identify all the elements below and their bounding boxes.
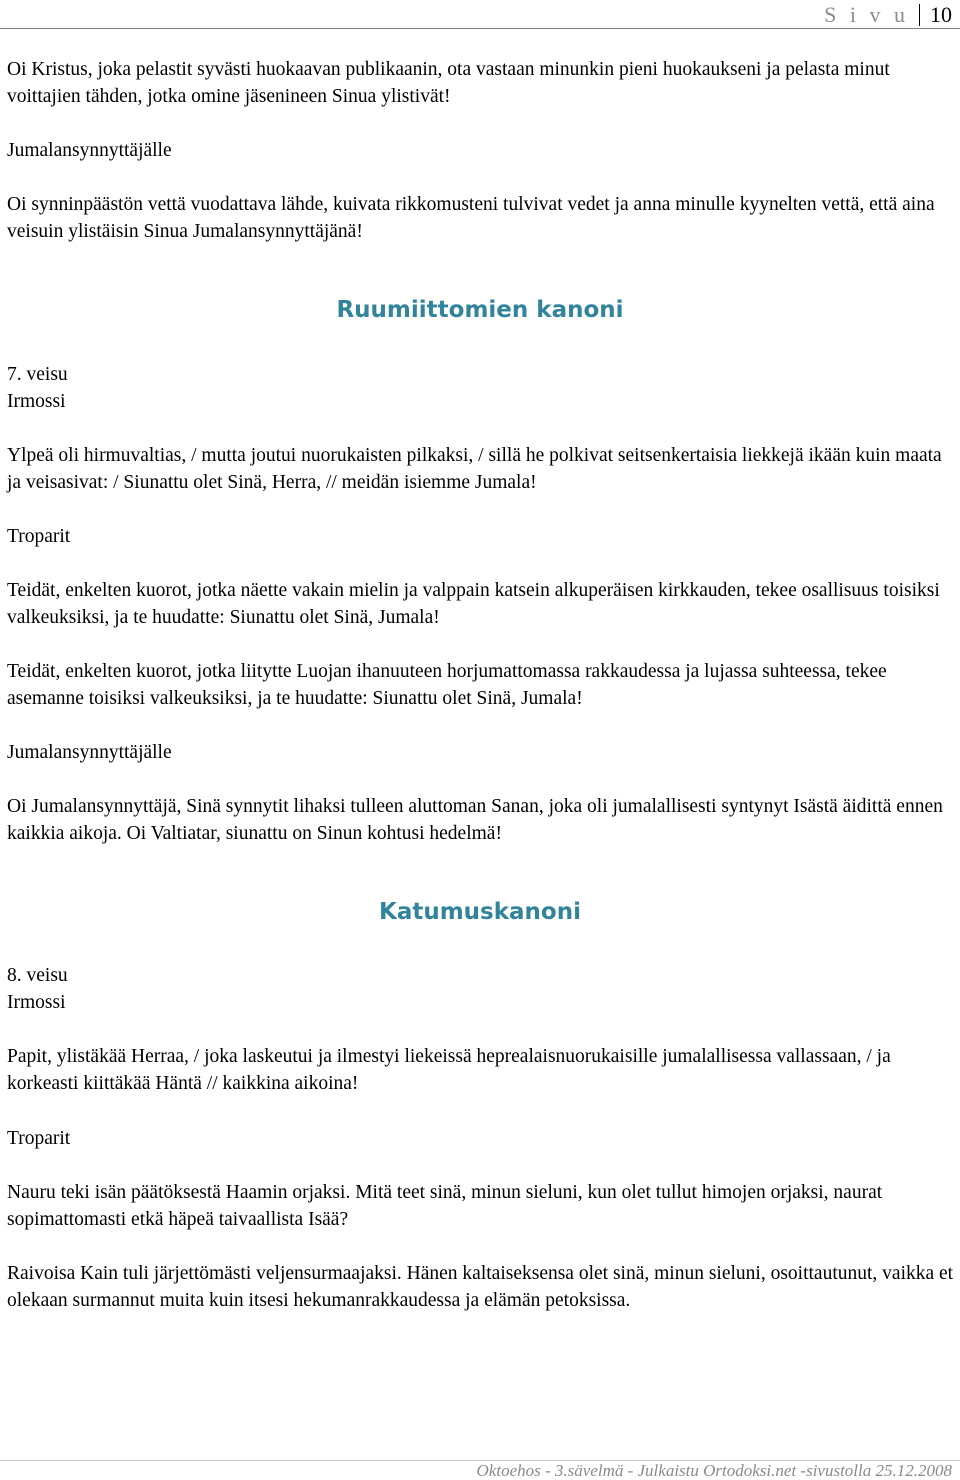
header-rule — [0, 28, 960, 29]
footer-text: Oktoehos - 3.sävelmä - Julkaistu Ortodoksi.net -sivustolla 25.12.2008 — [476, 1461, 952, 1480]
paragraph-p5: Teidät, enkelten kuorot, jotka liitytte Luojan ihanuuteen horjumattomassa rakkaudessa ja lujassa suhteessa, tekee asemanne toisiksi valkeuksiksi, ja te huudatte: Siunattu olet Sinä, Jumala! — [7, 661, 887, 709]
paragraph-p6: Oi Jumalansynnyttäjä, Sinä synnytit lihaksi tulleen aluttoman Sanan, joka oli jumalallisesti syntynyt Isästä äidittä ennen kaikkia aikoja. Oi Valtiatar, siunattu on Sinun kohtusi hedelmä! — [7, 796, 943, 844]
canon-heading-katumus: Katumuskanoni — [379, 899, 581, 925]
irmossi-label-1: Irmossi — [7, 391, 66, 412]
section-label-jumalansynnyttajalle-1: Jumalansynnyttäjälle — [7, 140, 172, 161]
irmossi-label-2: Irmossi — [7, 992, 66, 1013]
paragraph-p7: Papit, ylistäkää Herraa, / joka laskeutui ja ilmestyi liekeissä heprealaisnuorukaisille jumalallisessa vallassaan, / ja korkeasti kiittäkää Häntä // kaikkina aikoina! — [7, 1046, 891, 1094]
paragraph-p9: Raivoisa Kain tuli järjettömästi veljensurmaajaksi. Hänen kaltaiseksensa olet sinä, minun sieluni, osoittautunut, vaikka et olekaan surmannut muita kuin itsesi hekumanrakkaudessa ja elämän petoksissa. — [7, 1263, 954, 1311]
paragraph-p1: Oi Kristus, joka pelastit syvästi huokaavan publikaanin, ota vastaan minunkin pieni huokaukseni ja pelasta minut voittajien tähden, jotka omine jäsenineen Sinua ylistivät! — [7, 59, 890, 107]
troparit-label-1: Troparit — [7, 526, 71, 547]
page-number: 10 — [919, 4, 952, 26]
verse-number-7: 7. veisu — [7, 364, 68, 385]
canon-heading-ruumiittomien: Ruumiittomien kanoni — [336, 297, 624, 323]
paragraph-p3: Ylpeä oli hirmuvaltias, / mutta joutui nuorukaisten pilkaksi, / sillä he polkivat seitsenkertaisia liekkejä ikään kuin maata ja veisasivat: / Siunattu olet Sinä, Herra, // meidän isiemme Jumala! — [7, 445, 942, 493]
verse-number-8: 8. veisu — [7, 965, 68, 986]
page-label: S i v u — [824, 2, 909, 27]
paragraph-p8: Nauru teki isän päätöksestä Haamin orjaksi. Mitä teet sinä, minun sieluni, kun olet tullut himojen orjaksi, naurat sopimattomasti etkä häpeä taivaallista Isää? — [7, 1182, 883, 1230]
troparit-label-2: Troparit — [7, 1128, 71, 1149]
section-label-jumalansynnyttajalle-2: Jumalansynnyttäjälle — [7, 742, 172, 763]
paragraph-p4: Teidät, enkelten kuorot, jotka näette vakain mielin ja valppain katsein alkuperäisen kirkkauden, tekee osallisuus toisiksi valkeuksiksi, ja te huudatte: Siunattu olet Sinä, Jumala! — [7, 580, 940, 628]
page-header — [824, 0, 952, 26]
paragraph-p2: Oi synninpäästön vettä vuodattava lähde, kuivata rikkomusteni tulvivat vedet ja anna minulle kyynelten vettä, että aina veisuin ylistäisin Sinua Jumalansynnyttäjänä! — [7, 194, 935, 242]
